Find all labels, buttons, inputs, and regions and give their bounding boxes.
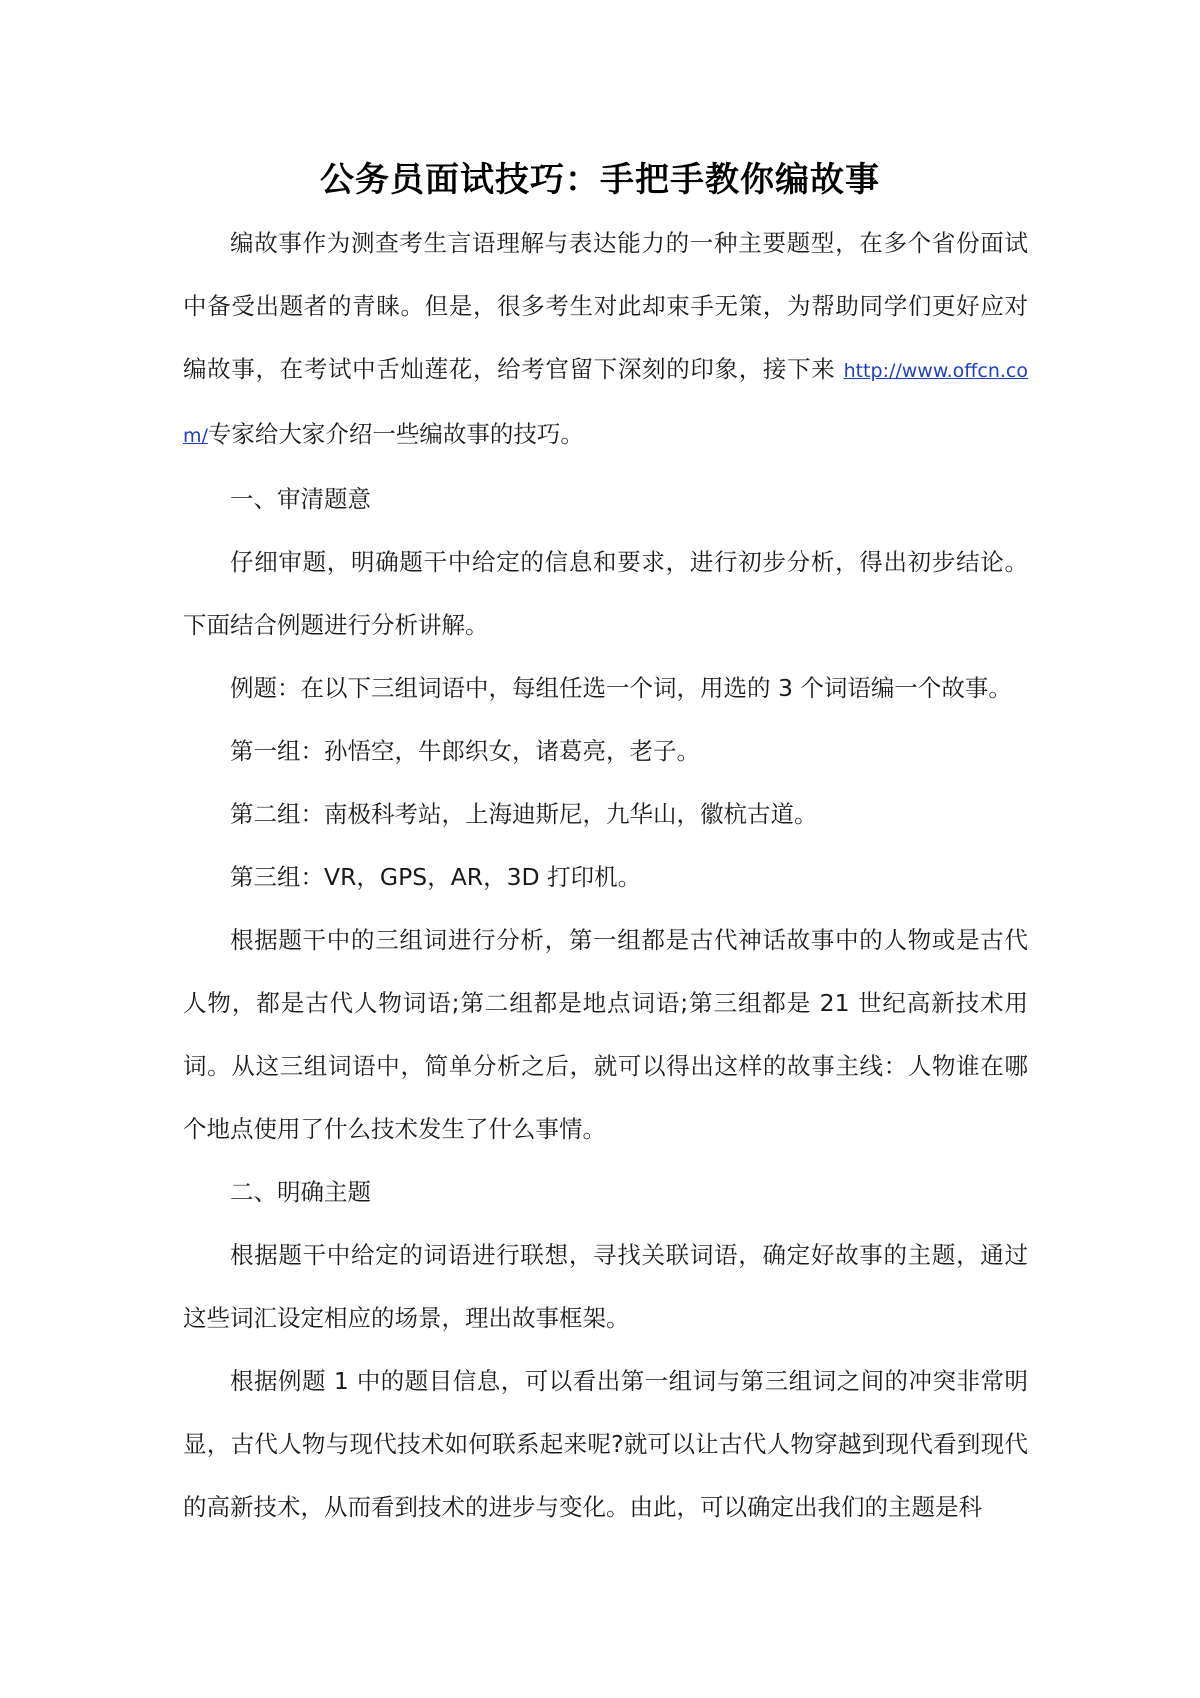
document-body: [183, 212, 1028, 1539]
section-heading-2: 二、明确主题: [230, 1178, 371, 1206]
word-group-2: 第二组：南极科考站，上海迪斯尼，九华山，徽杭古道。: [230, 800, 818, 828]
document-title: 公务员面试技巧：手把手教你编故事: [320, 160, 880, 200]
intro-text-end: 专家给大家介绍一些编故事的技巧。: [207, 420, 584, 448]
example-prompt: 例题：在以下三组词语中，每组任选一个词，用选的 3 个词语编一个故事。: [230, 674, 1012, 702]
section-heading-1: 一、审清题意: [230, 485, 371, 513]
word-group-3: 第三组：VR，GPS，AR，3D 打印机。: [230, 863, 642, 891]
section1-analysis: 根据题干中的三组词进行分析，第一组都是古代神话故事中的人物或是古代人物，都是古代人物词语;第二组都是地点词语;第三组都是 21 世纪高新技术用词。从这三组词语中，简单分析之后，就可以得出这样的故事主线：人物谁在哪个地点使用了什么技术发生了什么事情。: [183, 926, 1028, 1143]
intro-paragraph: [183, 212, 1028, 468]
section2-paragraph-1: 根据题干中给定的词语进行联想，寻找关联词语，确定好故事的主题，通过这些词汇设定相应的场景，理出故事框架。: [183, 1241, 1028, 1332]
section1-paragraph: 仔细审题，明确题干中给定的信息和要求，进行初步分析，得出初步结论。下面结合例题进行分析讲解。: [183, 548, 1028, 639]
section2-paragraph-2: 根据例题 1 中的题目信息，可以看出第一组词与第三组词之间的冲突非常明显，古代人物与现代技术如何联系起来呢?就可以让古代人物穿越到现代看到现代的高新技术，从而看到技术的进步与变化。由此，可以确定出我们的主题是科: [183, 1367, 1028, 1521]
offcn-link[interactable]: http://www.offcn.com/: [183, 360, 1028, 447]
word-group-1: 第一组：孙悟空，牛郎织女，诸葛亮，老子。: [230, 737, 700, 765]
intro-text: 编故事作为测查考生言语理解与表达能力的一种主要题型，在多个省份面试中备受出题者的青睐。但是，很多考生对此却束手无策，为帮助同学们更好应对编故事，在考试中舌灿莲花，给考官留下深刻的印象，接下来: [183, 229, 1028, 383]
